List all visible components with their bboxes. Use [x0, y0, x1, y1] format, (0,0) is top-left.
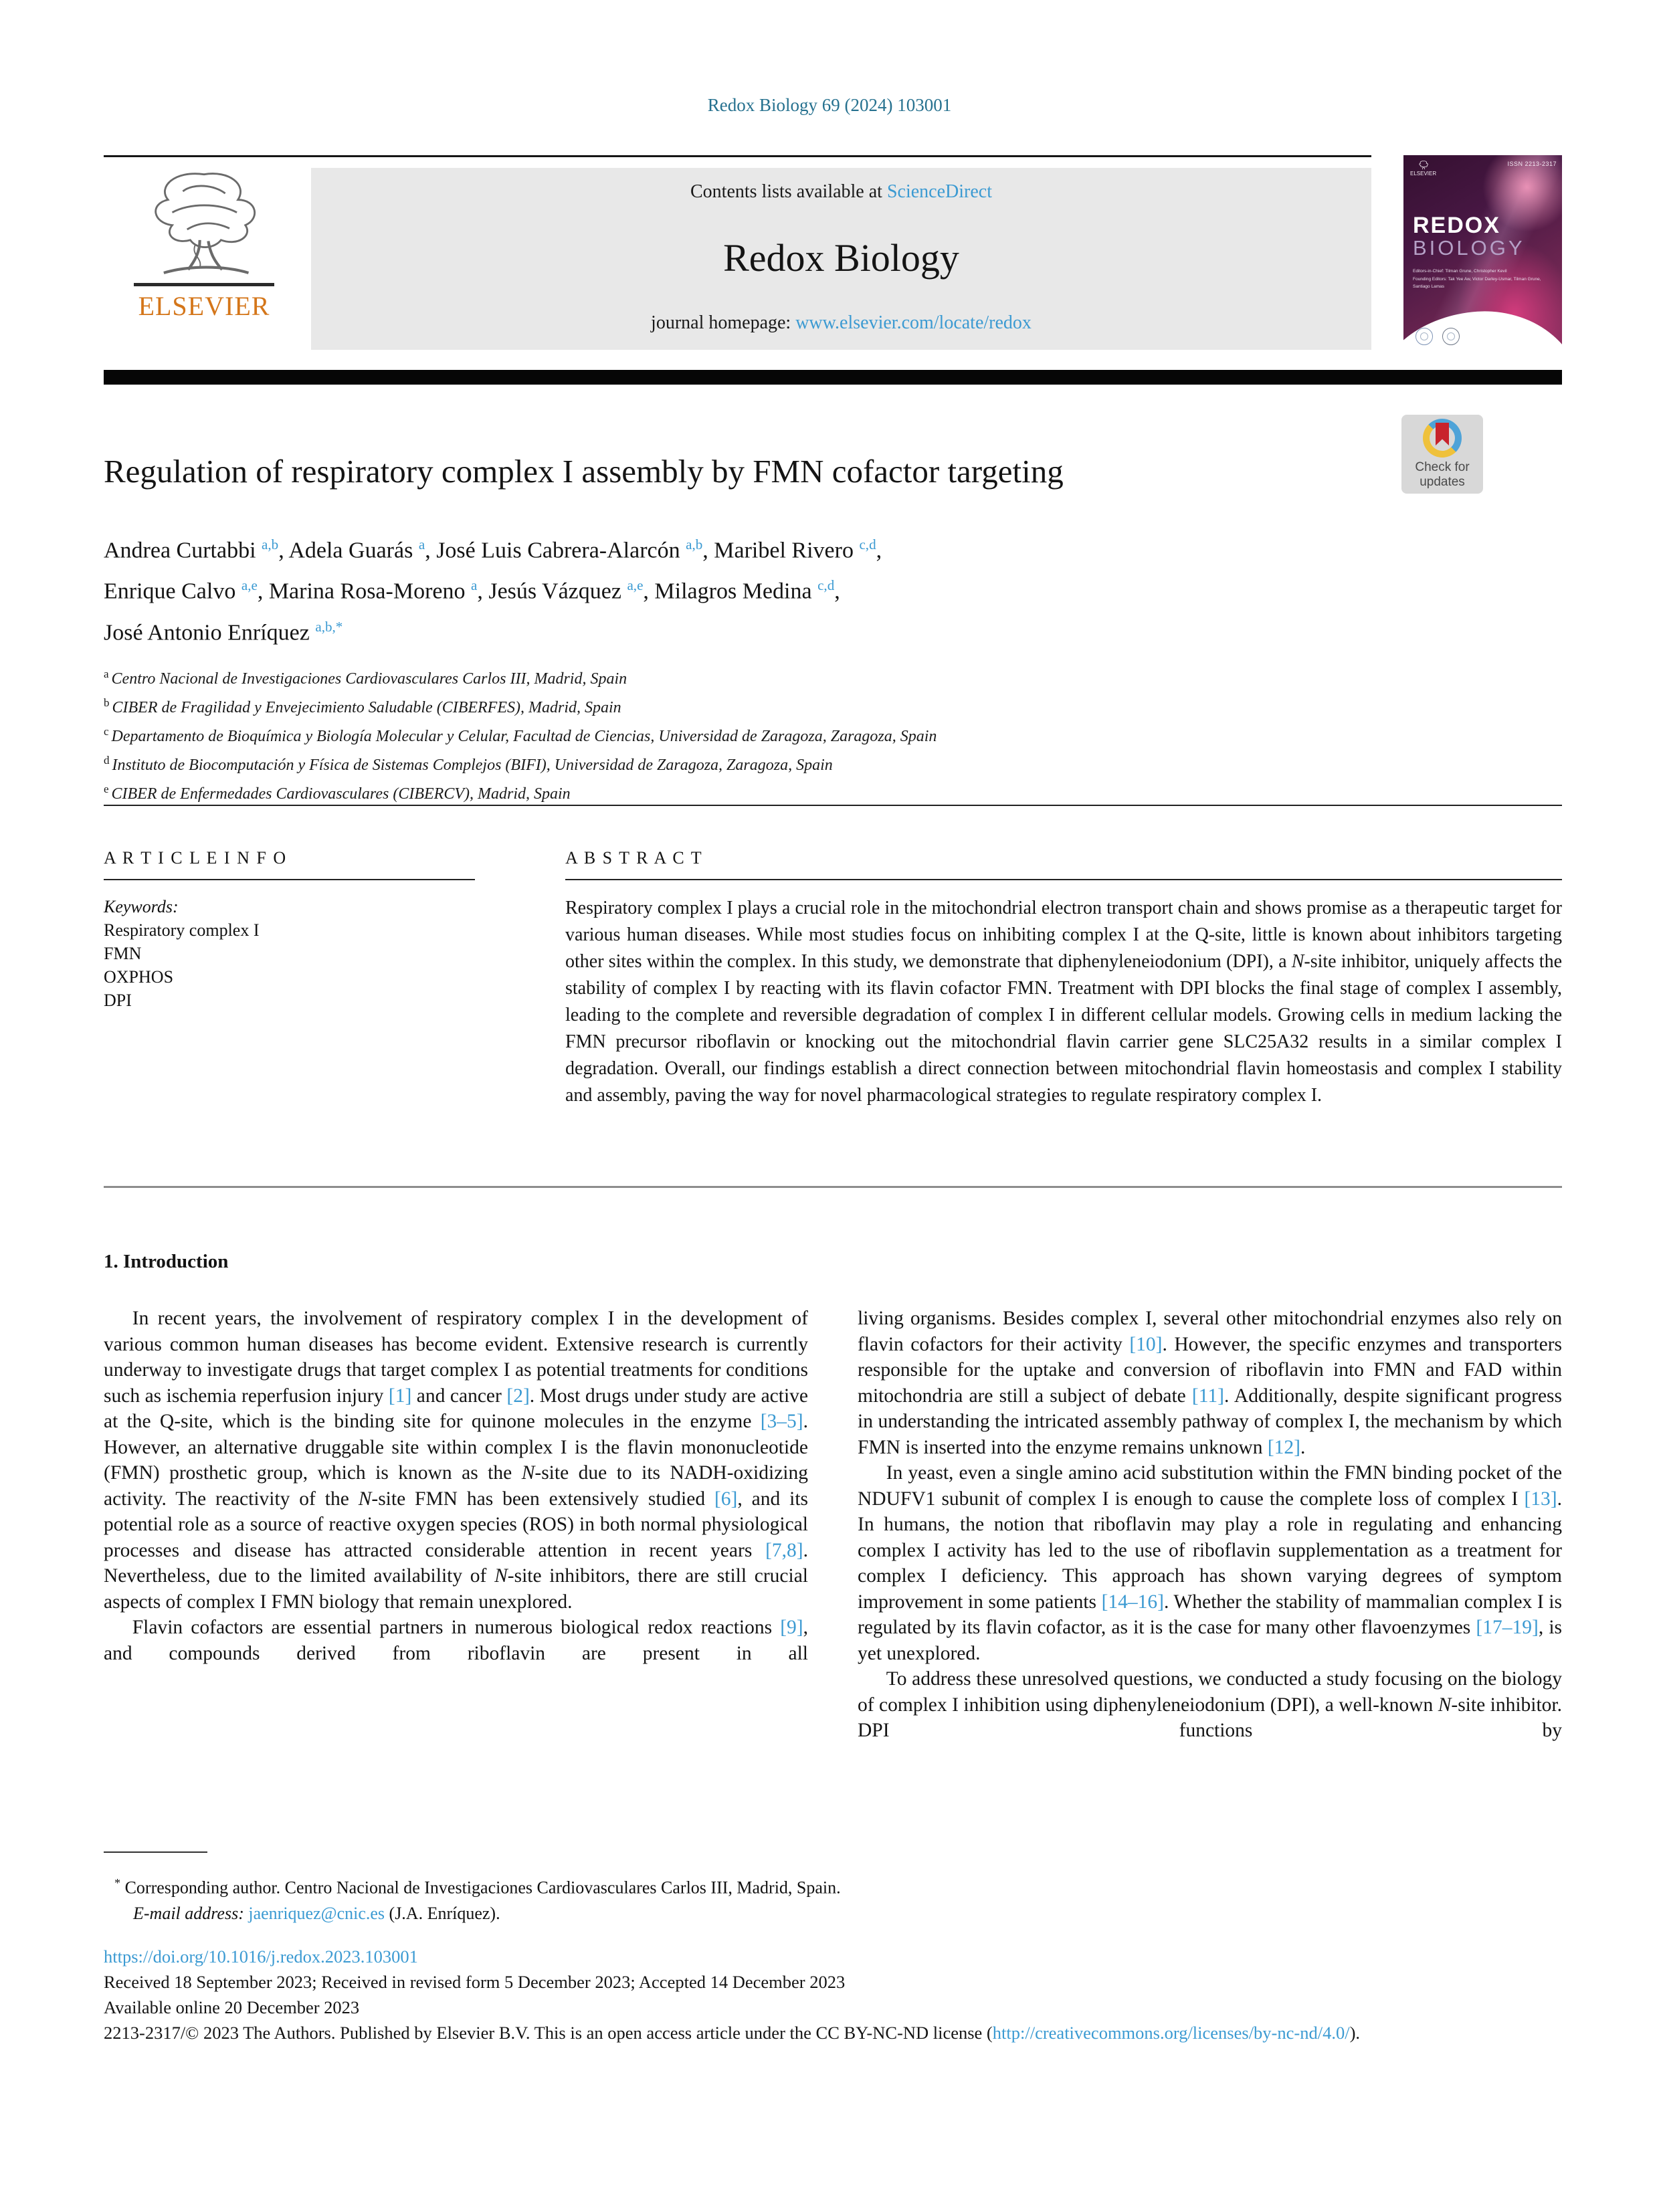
cover-title	[1413, 214, 1525, 258]
body-columns	[104, 1306, 1562, 1744]
text-segment: , and its potential role as a source of reactive oxygen species (ROS) in both normal physiological processes and disease has attracted considerable attention in recent years	[104, 1488, 808, 1561]
affiliation-a-sup: a	[104, 668, 109, 680]
corresponding-author-note	[104, 1870, 1562, 1901]
license-link[interactable]: http://creativecommons.org/licenses/by-nc-nd/4.0/	[992, 2023, 1350, 2043]
citation-ref[interactable]: [7,8]	[765, 1539, 803, 1561]
text-segment: , and compounds derived from riboflavin are present in all	[104, 1617, 808, 1664]
text-segment: a,b	[686, 536, 703, 552]
journal-header	[104, 155, 1562, 355]
text-segment: -site inhibitors, there are still crucial aspects of complex I FMN biology that remain unexplored.	[104, 1565, 808, 1613]
text-segment: a,b	[262, 536, 279, 552]
text-segment: In yeast, even a single amino acid substitution within the FMN binding pocket of the NDUFV1 subunit of complex I is enough to cause the complete loss of complex I	[858, 1462, 1562, 1510]
journal-citation: Redox Biology 69 (2024) 103001	[707, 95, 952, 115]
citation-ref[interactable]: [14–16]	[1101, 1591, 1164, 1613]
homepage-note	[318, 312, 1365, 334]
cover-elsevier-logo	[1410, 161, 1436, 177]
license-line	[104, 2020, 1562, 2045]
text-segment: -site inhibitor, uniquely affects the stability of complex I by reacting with its flavin cofactor FMN. Treatment with DPI blocks the final stage of complex I assembly, leading to the complete and reversible degradation of complex I in different cellular models. Growing cells in medium lacking the FMN precursor riboflavin or knocking out the mitochondrial flavin carrier gene SLC25A32 results in a similar complex I degradation. Overall, our findings establish a direct connection between mitochondrial flavin homeostasis and complex I stability and assembly, paving the way for novel pharmacological strategies to regulate respiratory complex I.	[565, 951, 1562, 1106]
keyword-item: FMN	[104, 944, 142, 963]
text-segment: , Maribel Rivero	[702, 538, 860, 563]
text-segment: Corresponding author. Centro Nacional de Investigaciones Cardiovasculares Carlos III, Madrid, Spain.	[120, 1878, 841, 1898]
text-segment: ,	[876, 538, 882, 563]
footnote-block	[104, 1851, 1562, 1926]
citation-ref[interactable]: [17–19]	[1476, 1617, 1539, 1638]
journal-title: Redox Biology	[723, 235, 959, 280]
text-segment: , Milagros Medina	[643, 579, 818, 604]
intro-paragraph-1	[104, 1306, 808, 1615]
affiliation-b	[104, 691, 1442, 720]
text-segment: (J.A. Enríquez).	[385, 1903, 500, 1923]
text-segment: . However, the specific enzymes and transporters responsible for the uptake and conversion of riboflavin into FMN and FAD within mitochondria are still a subject of debate	[858, 1333, 1563, 1407]
text-segment: . In humans, the notion that riboflavin may play a role in regulating and enhancing complex I activity has led to the use of riboflavin supplementation as a treatment for complex I deficiency. This approach has shown varying degrees of symptom improvement in some patients	[858, 1488, 1562, 1613]
contents-prefix: Contents lists available at	[690, 181, 887, 202]
text-segment: c,d	[859, 536, 876, 552]
check-updates-label	[1401, 460, 1483, 490]
section-rule-top	[104, 805, 1562, 806]
check-updates-icon	[1423, 419, 1462, 458]
text-segment: In recent years, the involvement of respiratory complex I in the development of various common human diseases has become evident. Extensive research is currently underway to investigate drugs that target complex I as potential treatments for conditions such as ischemia reperfusion injury	[104, 1308, 808, 1407]
abstract-column	[565, 848, 1562, 1109]
cover-elsevier-label: ELSEVIER	[1410, 171, 1437, 177]
text-segment: a	[418, 536, 425, 552]
affiliation-a-text: Centro Nacional de Investigaciones Cardiovasculares Carlos III, Madrid, Spain	[111, 670, 627, 688]
text-segment: , is yet unexplored.	[858, 1617, 1562, 1664]
cover-editors-line1: Editors-in-Chief: Tilman Grune, Christopher Kevil	[1413, 269, 1507, 274]
divider-bar	[104, 370, 1562, 385]
text-segment: , José Luis Cabrera-Alarcón	[425, 538, 686, 563]
sciencedirect-link[interactable]: ScienceDirect	[886, 181, 992, 202]
keyword-item: DPI	[104, 991, 132, 1010]
body-column-left	[104, 1306, 808, 1744]
keywords-label: Keywords:	[104, 897, 179, 916]
text-segment: -site inhibitor. DPI functions by	[858, 1694, 1562, 1741]
text-segment: , Adela Guarás	[278, 538, 419, 563]
contents-note	[318, 181, 1365, 203]
text-segment: . However, an alternative druggable site within complex I is the flavin mononucleotide (FMN) prosthetic group, which is known as the	[104, 1411, 808, 1484]
text-segment: a,e	[627, 577, 644, 594]
citation-ref[interactable]: [9]	[780, 1617, 803, 1638]
affiliation-d	[104, 748, 1442, 777]
elsevier-logo	[104, 168, 304, 350]
citation-ref[interactable]: [12]	[1267, 1436, 1301, 1458]
body-column-right	[858, 1306, 1562, 1744]
affiliation-b-text: CIBER de Fragilidad y Envejecimiento Saludable (CIBERFES), Madrid, Spain	[112, 699, 621, 716]
keywords-block	[104, 895, 475, 1012]
text-segment: N	[1438, 1694, 1452, 1716]
info-abstract-section	[104, 848, 1562, 1109]
citation-ref[interactable]: [13]	[1524, 1488, 1557, 1510]
abstract-text	[565, 895, 1562, 1109]
keyword-item: Respiratory complex I	[104, 920, 260, 940]
article-title: Regulation of respiratory complex I assembly by FMN cofactor targeting	[104, 453, 1064, 490]
text-segment: To address these unresolved questions, we conducted a study focusing on the biology of complex I inhibition using diphenyleneiodonium (DPI), a well-known	[858, 1668, 1562, 1716]
text-segment: E-mail address:	[133, 1903, 244, 1923]
text-segment: . Nevertheless, due to the limited availability of	[104, 1539, 808, 1587]
article-info-header: A R T I C L E I N F O	[104, 848, 288, 868]
cover-society-logo-1	[1416, 328, 1433, 345]
homepage-link[interactable]: www.elsevier.com/locate/redox	[795, 312, 1032, 333]
doi-link[interactable]: https://doi.org/10.1016/j.redox.2023.103001	[104, 1946, 418, 1967]
text-segment: ).	[1349, 2023, 1361, 2043]
header-main	[104, 155, 1371, 350]
affiliation-c	[104, 720, 1442, 748]
affiliation-e-sup: e	[104, 783, 109, 795]
intro-paragraph-3	[858, 1306, 1562, 1460]
citation-ref[interactable]: [10]	[1129, 1333, 1163, 1355]
text-segment: *	[114, 1876, 121, 1890]
cover-society-logo-2	[1442, 328, 1460, 345]
available-line: Available online 20 December 2023	[104, 1997, 360, 2017]
affiliation-e	[104, 777, 1442, 806]
footer-block	[104, 1944, 1562, 2045]
cover-title-biology: BIOLOGY	[1413, 235, 1525, 260]
citation-ref[interactable]: [6]	[714, 1488, 738, 1510]
text-segment: Flavin cofactors are essential partners in numerous biological redox reactions	[132, 1617, 781, 1638]
check-updates-label-line2: updates	[1420, 475, 1465, 489]
authors-line-1	[104, 527, 1408, 568]
article-info-rule	[104, 879, 475, 880]
citation-ref[interactable]: [1]	[388, 1385, 412, 1407]
text-segment: Respiratory complex I plays a crucial role in the mitochondrial electron transport chain and shows promise as a therapeutic target for various human diseases. While most studies focus on inhibiting complex I at the Q-site, little is known about inhibitors targeting other sites within the complex. In this study, we demonstrate that diphenyleneiodonium (DPI), a	[565, 898, 1562, 972]
homepage-prefix: journal homepage:	[651, 312, 796, 333]
affiliations-block	[104, 662, 1442, 806]
text-segment: -site FMN has been extensively studied	[371, 1488, 714, 1510]
cover-issn: ISSN 2213-2317	[1507, 161, 1557, 167]
authors-line-3	[104, 609, 1408, 650]
text-segment: N	[358, 1488, 372, 1510]
affiliation-c-text: Departamento de Bioquímica y Biología Molecular y Celular, Facultad de Ciencias, Universidad de Zaragoza, Zaragoza, Spain	[111, 728, 937, 745]
text-segment: , Marina Rosa-Moreno	[257, 579, 471, 604]
text-segment: N	[1291, 951, 1304, 972]
text-segment: , Jesús Vázquez	[477, 579, 627, 604]
text-segment: ,	[834, 579, 840, 604]
abstract-header: A B S T R A C T	[565, 848, 703, 868]
text-segment: a	[470, 577, 478, 594]
keyword-item: OXPHOS	[104, 967, 174, 987]
text-segment: Andrea Curtabbi	[104, 538, 262, 563]
cover-editors-line2: Founding Editors: Tak Yee Aw, Victor Darley-Usmar, Tilman Grune, Santiago Lamas	[1413, 276, 1541, 290]
text-segment: a,b,*	[315, 618, 343, 635]
text-segment: . Most drugs under study are active at the Q-site, which is the binding site for quinone molecules in the enzyme	[104, 1385, 808, 1432]
affiliation-e-text: CIBER de Enfermedades Cardiovasculares (CIBERCV), Madrid, Spain	[111, 785, 571, 803]
affiliation-c-sup: c	[104, 725, 109, 738]
abstract-rule	[565, 879, 1562, 880]
text-segment: N	[494, 1565, 508, 1587]
intro-paragraph-2	[104, 1615, 808, 1666]
text-segment: N	[521, 1462, 535, 1484]
affiliation-a	[104, 662, 1442, 691]
intro-paragraph-5	[858, 1666, 1562, 1744]
text-segment: -site due to its NADH-oxidizing activity. The reactivity of the	[104, 1462, 808, 1510]
received-line: Received 18 September 2023; Received in revised form 5 December 2023; Accepted 14 December 2023	[104, 1972, 846, 1992]
authors-block	[104, 527, 1408, 650]
elsevier-wordmark: ELSEVIER	[138, 291, 270, 321]
section-rule-bottom	[104, 1186, 1562, 1188]
article-info-column	[104, 848, 475, 1109]
email-link[interactable]: jaenriquez@cnic.es	[248, 1903, 385, 1923]
text-segment: .	[1300, 1436, 1306, 1458]
elsevier-logo-baseline	[134, 283, 274, 286]
email-note	[104, 1901, 1562, 1926]
intro-paragraph-4	[858, 1460, 1562, 1666]
text-segment: living organisms. Besides complex I, several other mitochondrial enzymes also rely on flavin cofactors for their activity	[858, 1308, 1562, 1355]
cover-title-redox: REDOX	[1413, 213, 1500, 238]
intro-heading: 1. Introduction	[104, 1251, 229, 1272]
footnote-rule	[104, 1851, 207, 1853]
text-segment: . Whether the stability of mammalian complex I is regulated by its flavin cofactor, as it is the case for many other flavoenzymes	[858, 1591, 1562, 1638]
citation-ref[interactable]: [3–5]	[760, 1411, 803, 1432]
text-segment: 2213-2317/© 2023 The Authors. Published by Elsevier B.V. This is an open access article under the CC BY-NC-ND license (	[104, 2023, 993, 2043]
journal-cover	[1403, 155, 1562, 355]
check-updates-badge[interactable]	[1401, 415, 1483, 494]
check-updates-label-line1: Check for	[1415, 460, 1470, 474]
text-segment: . Additionally, despite significant progress in understanding the intricated assembly pathway of complex I, the mechanism by which FMN is inserted into the enzyme remains unknown	[858, 1385, 1563, 1458]
affiliation-d-text: Instituto de Biocomputación y Física de Sistemas Complejos (BIFI), Universidad de Zaragoza, Zaragoza, Spain	[112, 757, 833, 774]
authors-line-2	[104, 568, 1408, 609]
citation-ref[interactable]: [11]	[1191, 1385, 1224, 1407]
affiliation-d-sup: d	[104, 754, 110, 767]
citation-ref[interactable]: [2]	[506, 1385, 530, 1407]
text-segment: c,d	[817, 577, 835, 594]
text-segment: a,e	[241, 577, 258, 594]
cover-editors	[1413, 268, 1547, 291]
journal-header-box	[311, 168, 1371, 350]
text-segment: José Antonio Enríquez	[104, 619, 316, 645]
affiliation-b-sup: b	[104, 696, 110, 709]
text-segment: Enrique Calvo	[104, 579, 241, 604]
text-segment: and cancer	[411, 1385, 507, 1407]
elsevier-tree-icon	[140, 168, 268, 282]
